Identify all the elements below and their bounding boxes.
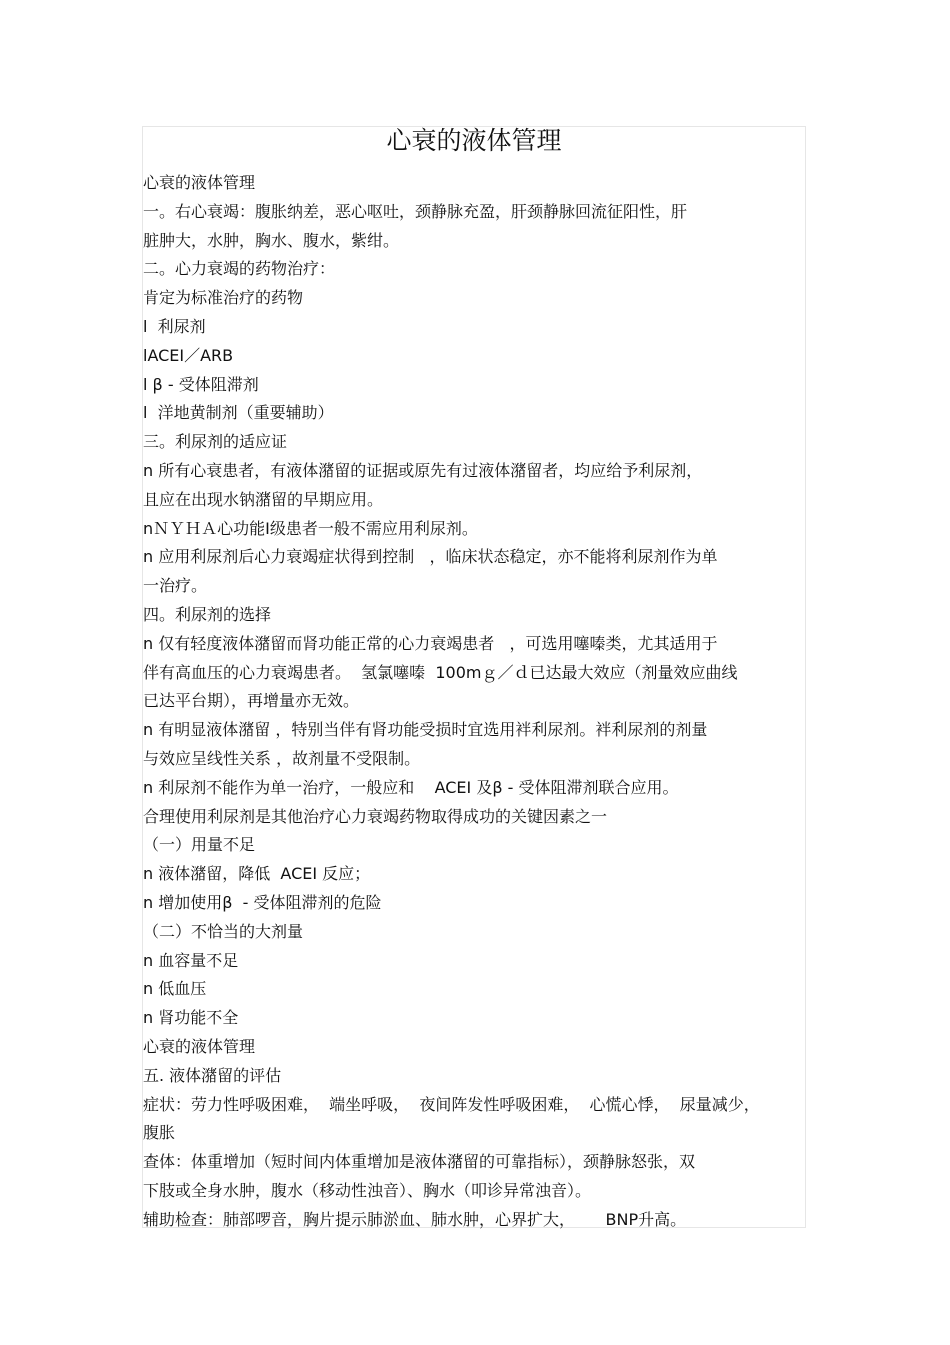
text-line: l 洋地黄制剂（重要辅助） (143, 403, 334, 423)
text-line: n 血容量不足 (143, 950, 239, 970)
text-line: 且应在出现水钠潴留的早期应用。 (143, 489, 384, 509)
text-line: 辅助检查：肺部啰音，胸片提示肺淤血、肺水肿，心界扩大， BNP升高。 (143, 1209, 687, 1229)
text-line: 四。利尿剂的选择 (143, 604, 272, 624)
text-line: n 利尿剂不能作为单一治疗，一般应和 ACEI 及β - 受体阻滞剂联合应用。 (143, 777, 679, 797)
text-line: n 增加使用β - 受体阻滞剂的危险 (143, 892, 382, 912)
text-line: n 低血压 (143, 979, 207, 999)
text-line: n 应用利尿剂后心力衰竭症状得到控制 ，临床状态稳定，亦不能将利尿剂作为单 (143, 547, 718, 567)
text-line: 五. 液体潴留的评估 (143, 1065, 282, 1085)
text-line: 心衰的液体管理 (143, 1036, 256, 1056)
document-title: 心衰的液体管理 (386, 126, 562, 155)
text-line: 心衰的液体管理 (143, 173, 256, 192)
text-line: 查体：体重增加（短时间内体重增加是液体潴留的可靠指标），颈静脉怒张，双 (143, 1152, 696, 1172)
text-line: 已达平台期），再增量亦无效。 (143, 691, 360, 711)
text-line: 与效应呈线性关系 ，故剂量不受限制。 (143, 748, 421, 768)
text-line: n 仅有轻度液体潴留而肾功能正常的心力衰竭患者 ，可选用噻嗪类，尤其适用于 (143, 633, 718, 653)
text-line: （一）用量不足 (143, 835, 256, 855)
text-line: 三。利尿剂的适应证 (143, 432, 288, 452)
text-line: 肯定为标准治疗的药物 (143, 288, 304, 308)
text-line: （二）不恰当的大剂量 (143, 921, 304, 941)
text-line: 症状：劳力性呼吸困难， 端坐呼吸， 夜间阵发性呼吸困难， 心慌心悸， 尿量减少， (143, 1094, 760, 1114)
text-line: n 有明显液体潴留 ，特别当伴有肾功能受损时宜选用袢利尿剂。袢利尿剂的剂量 (143, 720, 708, 740)
text-line: l β - 受体阻滞剂 (143, 374, 259, 394)
text-line: lACEⅠ／ARB (143, 345, 234, 365)
text-line: n 液体潴留，降低 ACEI 反应； (143, 864, 371, 884)
text-line: l 利尿剂 (143, 316, 206, 336)
text-line: 合理使用利尿剂是其他治疗心力衰竭药物取得成功的关键因素之一 (143, 806, 608, 826)
text-line: 下肢或全身水肿，腹水（移动性浊音）、胸水（叩诊异常浊音）。 (143, 1180, 592, 1200)
text-line: nＮＹＨＡ心功能Ⅰ级患者一般不需应用利尿剂。 (143, 518, 478, 538)
text-line: 腹胀 (143, 1123, 176, 1143)
document-body (143, 169, 805, 1234)
text-line: 二。心力衰竭的药物治疗： (143, 259, 336, 279)
text-line: 一治疗。 (143, 576, 208, 596)
text-line: n 所有心衰患者，有液体潴留的证据或原先有过液体潴留者，均应给予利尿剂， (143, 460, 703, 480)
text-line: 脏肿大，水肿，胸水、腹水，紫绀。 (143, 230, 400, 250)
text-line: 伴有高血压的心力衰竭患者。 氢氯噻嗪 100mｇ／ｄ已达最大效应（剂量效应曲线 (143, 662, 738, 682)
text-line: n 肾功能不全 (143, 1008, 239, 1028)
text-line: 一。右心衰竭：腹胀纳差，恶心呕吐，颈静脉充盈，肝颈静脉回流征阳性，肝 (143, 201, 688, 221)
